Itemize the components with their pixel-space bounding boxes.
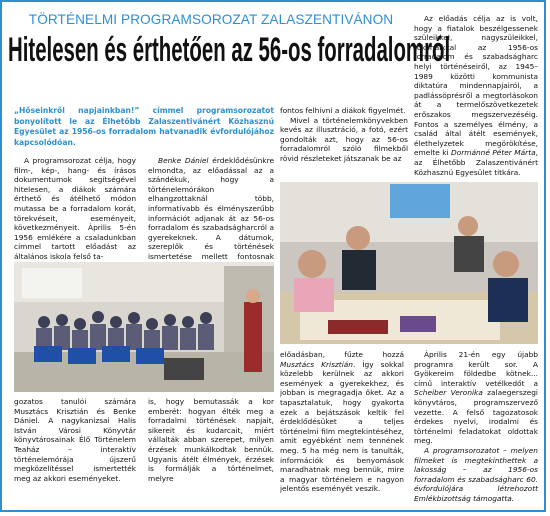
paragraph: gozatos tanulói számára Musztács Krisztián és Benke Dániel. A nagykanizsai Halis István Városi Könyvtár könyvtárosainak Élő Történelem Teaház – interaktív történelemórája újszerű megközelítéssel ismertették meg az akkori eseményeket. [14, 397, 136, 483]
column-3-top [280, 106, 408, 164]
person-name: Benke Dániel [158, 156, 209, 165]
photo-students [280, 182, 538, 344]
paragraph: is, hogy bemutassák a kor emberét: hogyan élték meg a forradalmi történések napjait, sikereit és kudarcait, miért vállalták abban szerepet, milyen érzések munkálkodtak bennük. Ugyanis átélt élmények, érzések is formálják a történelmet, melyre [148, 397, 274, 483]
paragraph [414, 14, 538, 177]
photo-classroom [14, 262, 274, 392]
article-headline: Hitelesen és érthetően az 56-os forradalomról [8, 31, 451, 69]
paragraph-text: . Így sokkal közelebb kerülnek az akkori események a gyerekekhez, és jobban is megragadja őket. Az a tapasztalatuk, hogy gyakorta ezek a bejátszások keltik fel érdeklődésüket a teljes történelmi film megtekintéséhez, amit egyébként nem tennének meg. 5 ha még nem is tanulták, információk és benyomások maradhatnak meg bennük, mire a magyar történelem e nagyon jelentős eseményét veszik. [280, 359, 404, 494]
closing-paragraph: A programsorozatot – melyen filmeket is megtekinthettek a lakosság – az 1956-os forradalom és szabadságharc 60. évfordulójára létrehozott Emlékbizottság támogatta. [414, 445, 538, 503]
column-1-top [14, 156, 136, 262]
column-4-bottom [414, 350, 538, 504]
column-4 [414, 14, 538, 177]
person-name: Musztács Krisztián [280, 359, 353, 369]
column-1-bottom [14, 397, 136, 483]
classroom-photo-image [14, 262, 274, 392]
paragraph-text: érdeklődésünkre elmondta, az előadással az a szándékuk, hogy a történelemórákon elhangzottaknál több, informatívabb és élményszerűbb információt adjanak át az 56-os forradalom és szabadságharcról a gyerekeknek. A dátumok, szereplők és történések ismertetése mellett fontosnak [148, 156, 274, 261]
paragraph: Mivel a történelemkönyvekben kevés az illusztráció, a fotó, ezért gondolták azt, hogy az 56-os forradalomról szóló filmekből rövid részleteket játszanak be az [280, 115, 408, 163]
paragraph-text: , az Élhetőbb Zalaszentivánért Közhasznú Egyesület titkára. [414, 148, 538, 177]
paragraph [148, 156, 274, 271]
paragraph-text: Az előadás célja az is volt, hogy a fiatalok beszélgessenek szüleikkel, nagyszüleikkel, rokonaikkal az 1956-os forradalom és szabadságharc helyi történéseiről, az 1945–1989 közötti kommunista diktatúra mindennapjairól, a padlássöprésről a megtorlásokon át a termelőszövetkezetek erőszakos megszervezéséig. Fontos a személyes élmény, a család által átélt események, élethelyzetek megörökítése, emelte ki [414, 14, 538, 158]
column-2-bottom [148, 397, 274, 483]
paragraph: A programsorozat célja, hogy film-, kép-, hang- és írásos dokumentumok segítségével hitelesen, a diákok számára érthető és átélhető módon mutassa be a forradalom korát, törekvéseit, eseményeit, következményeit. Április 5-én 1956 emlékére a csaladunkban címmel tartott előadást az általános iskola felső ta- [14, 156, 136, 261]
person-name: Scheiber Veronika [414, 388, 483, 398]
paragraph-text: Április 21-én egy újabb programra került sor. A Gyökereim földedbe kötnek... című interaktív vetélkedőt a [414, 350, 538, 388]
students-photo-image [280, 182, 538, 344]
article-kicker: TÖRTÉNELMI PROGRAMSOROZAT ZALASZENTIVÁNON [28, 12, 394, 27]
paragraph [280, 350, 404, 494]
column-3-bottom [280, 350, 404, 494]
person-name: Dormánné Péter Márta [451, 148, 536, 158]
paragraph [414, 350, 538, 446]
paragraph-text: zalaegerszegi könyvtáros, programszervező vezette. A felső tagozatosok érdekes nyelvi, irodalmi és történelmi feladatokat oldottak meg. [414, 388, 538, 446]
column-2-top [148, 156, 274, 271]
article-lead: „Hőseinkről napjainkban!” címmel programsorozatot bonyolított le az Élhetőbb Zalaszentivánért Közhasznú Egyesület az 1956-os forradalom hatvanadik évfordulójához kapcsolódóan. [14, 106, 274, 147]
paragraph-text: előadásban, fűzte hozzá [280, 350, 404, 359]
paragraph: fontos felhívni a diákok figyelmét. [280, 106, 406, 115]
